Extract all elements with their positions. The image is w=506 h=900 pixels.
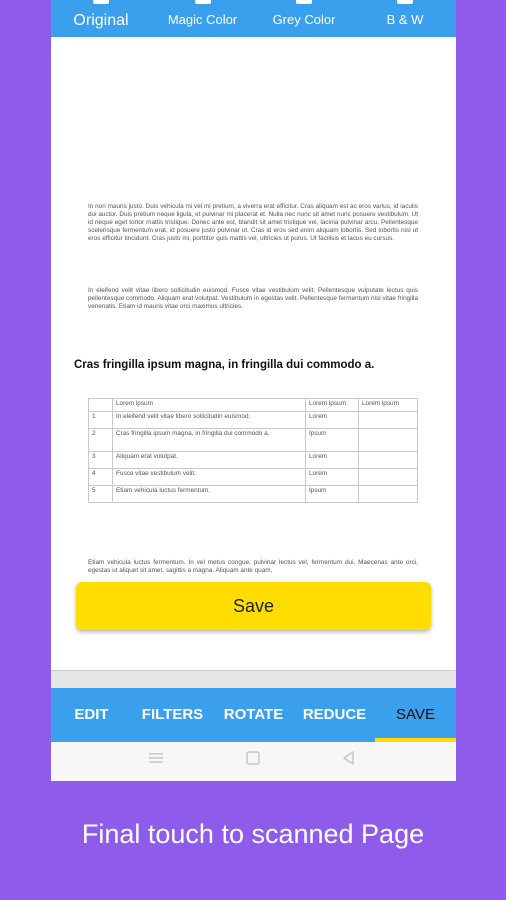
table-cell: Aliquam erat volutpat. <box>113 452 306 469</box>
bw-icon <box>397 0 413 4</box>
table-row <box>89 469 418 486</box>
table-cell: 3 <box>89 452 113 469</box>
table-header-cell: Lorem ipsum <box>113 399 306 412</box>
filter-grey-color[interactable] <box>254 0 354 37</box>
filter-original[interactable] <box>51 0 151 37</box>
divider-strip <box>51 670 456 689</box>
filter-bw[interactable] <box>354 0 456 37</box>
system-nav-bar <box>51 742 456 781</box>
doc-table <box>88 398 418 503</box>
table-cell <box>359 469 418 486</box>
table-header-cell: Lorem ipsum <box>359 399 418 412</box>
table-cell: Fusce vitae vestibulum velit. <box>113 469 306 486</box>
magic-color-icon <box>195 0 211 4</box>
menu-icon[interactable] <box>145 750 167 772</box>
promo-caption: Final touch to scanned Page <box>81 819 425 849</box>
table-cell: Ipsum <box>306 429 359 452</box>
tab-save[interactable]: SAVE <box>396 706 435 723</box>
table-cell: In eleifend velit vitae libero sollicitudin euismod. <box>113 412 306 429</box>
table-row <box>89 486 418 503</box>
table-row <box>89 412 418 429</box>
table-cell: Lorem <box>306 469 359 486</box>
table-cell: Lorem <box>306 412 359 429</box>
filter-original-icon <box>93 0 109 4</box>
table-header-cell <box>89 399 113 412</box>
tab-reduce[interactable]: REDUCE <box>302 706 367 723</box>
bottom-tab-bar <box>51 688 456 742</box>
table-cell <box>359 486 418 503</box>
home-icon[interactable] <box>242 750 264 772</box>
tab-rotate[interactable]: ROTATE <box>223 706 284 723</box>
table-cell: 1 <box>89 412 113 429</box>
doc-paragraph-3: Etiam vehicula luctus fermentum. In vel metus congue, pulvinar lectus vel, fermentum dui. Maecenas ante orci, egestas ut aliquet sit amet, sagittis a magna. Aliquam ante quam, <box>88 559 418 574</box>
table-cell: 5 <box>89 486 113 503</box>
table-cell <box>359 412 418 429</box>
table-cell <box>359 429 418 452</box>
filter-bar <box>51 0 456 37</box>
table-header-cell: Lorem ipsum <box>306 399 359 412</box>
table-cell: 4 <box>89 469 113 486</box>
back-icon[interactable] <box>338 750 360 772</box>
table-row <box>89 429 418 452</box>
tab-filters[interactable]: FILTERS <box>141 706 204 723</box>
scanned-document <box>51 37 456 670</box>
filter-label: Grey Color <box>272 12 336 27</box>
filter-magic-color[interactable] <box>151 0 254 37</box>
table-cell: Cras fringilla ipsum magna, in fringilla dui commodo a. <box>113 429 306 452</box>
table-cell: Lorem <box>306 452 359 469</box>
table-cell: 2 <box>89 429 113 452</box>
filter-label: Magic Color <box>167 12 238 27</box>
table-cell: Etiam vehicula luctus fermentum. <box>113 486 306 503</box>
table-header-row <box>89 399 418 412</box>
save-button[interactable]: Save <box>76 582 431 630</box>
grey-color-icon <box>296 0 312 4</box>
doc-heading: Cras fringilla ipsum magna, in fringilla dui commodo a. <box>74 359 375 371</box>
tab-edit[interactable]: EDIT <box>74 706 109 723</box>
filter-label: B & W <box>386 12 424 27</box>
doc-paragraph-2: In eleifend velit vitae libero sollicitudin euismod. Fusce vitae vestibulum velit. Pellentesque vulputate lectus quis pellentesque commodo. Aliquam erat volutpat. Vestibulum in egestas velit. Pellentesque fermentum nisl vitae fringilla venenatis. Etiam id mauris vitae orci maximus ultricies. <box>88 287 418 310</box>
doc-paragraph-1: In non mauris justo. Duis vehicula mi vel mi pretium, a viverra erat efficitur. Cras aliquam est ac eros varius, id iaculis dui auctor. Duis pretium neque ligula, et pulvinar mi placerat et. Nulla nec nunc sit amet nunc posuere vestibulum. Ut id neque eget tortor mattis tristique. Donec ante est, blandit sit amet tristique vel, lacinia pulvinar arcu. Pellentesque scelerisque fermentum erat, id posuere justo pulvinar ut. Cras id eros sed enim aliquam lobortis. Sed lobortis nisl ut eros efficitur tincidunt. Cras justo mi, porttitor quis mattis vel, ultricies ut purus. Ut facilisis et lacus eu cursus. <box>88 203 418 242</box>
table-cell: Ipsum <box>306 486 359 503</box>
phone-screen <box>51 0 456 781</box>
table-cell <box>359 452 418 469</box>
table-row <box>89 452 418 469</box>
filter-label: Original <box>73 12 129 29</box>
